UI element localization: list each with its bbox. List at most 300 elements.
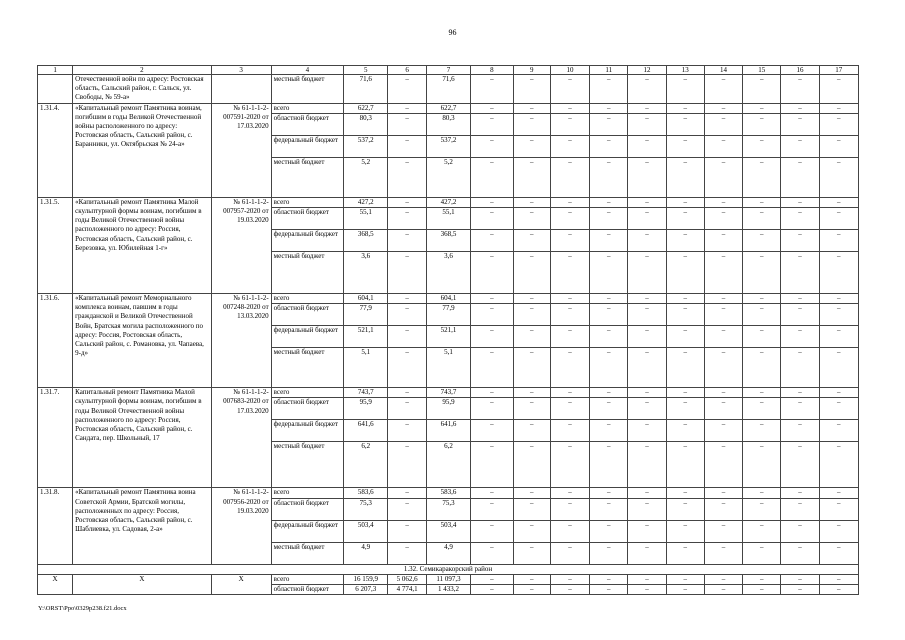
value-col7: 4,9 [426,542,470,564]
dash-cell: – [819,498,858,520]
dash-cell: – [590,488,628,498]
funding-source-cell: всего [271,197,343,207]
table-row [38,75,859,104]
dash-cell: – [471,252,513,294]
dash-cell: – [628,208,666,230]
dash-cell: – [628,398,666,420]
dash-cell: – [628,488,666,498]
dash-cell: – [666,398,704,420]
table-row [38,488,859,498]
dash-cell: – [704,208,742,230]
dash-cell: – [471,208,513,230]
dash-cell: – [781,157,819,197]
dash-cell: – [513,442,550,488]
value-col5: 743,7 [344,388,388,398]
dash-cell: – [550,294,589,304]
dash-cell: – [590,294,628,304]
value-col7: 5,2 [426,157,470,197]
dash-cell: – [781,542,819,564]
dash-cell: – [819,197,858,207]
dash-cell: – [471,585,513,595]
column-number-header: 9 [513,66,550,75]
dash-cell: – [743,442,781,488]
dash-cell: – [781,388,819,398]
dash-cell: – [704,103,742,113]
dash-cell: – [590,135,628,157]
funding-source-cell: местный бюджет [271,75,343,104]
dash-cell: – [666,197,704,207]
dash-cell: – [513,208,550,230]
funding-source-cell: местный бюджет [271,542,343,564]
value-col7: 622,7 [426,103,470,113]
dash-cell: – [513,388,550,398]
dash-cell: – [819,420,858,442]
value-col5: 537,2 [344,135,388,157]
dash-cell: – [628,348,666,388]
dash-cell: – [590,398,628,420]
dash-cell: – [666,388,704,398]
dash-cell: – [704,388,742,398]
value-col6: – [388,75,426,104]
dash-cell: – [704,252,742,294]
value-col6: 5 062,6 [388,574,426,584]
value-col6: – [388,388,426,398]
value-col7: 75,3 [426,498,470,520]
column-number-header: 15 [743,66,781,75]
object-name-cell: Капитальный ремонт Памятника Малой скульптурной формы воинам, погибшим в годы Великой Отечественной войны расположенного по адресу: Россия, Ростовская область, Сальский район, с. Сандата, пер. Школьный, 17 [73,388,212,488]
dash-cell: – [471,542,513,564]
dash-cell: – [471,574,513,584]
dash-cell: – [819,208,858,230]
dash-cell: – [550,488,589,498]
dash-cell: – [743,230,781,252]
funding-source-cell: областной бюджет [271,585,343,595]
dash-cell: – [513,157,550,197]
dash-cell: – [471,103,513,113]
value-col7: 6,2 [426,442,470,488]
dash-cell: – [819,113,858,135]
funding-source-cell: всего [271,488,343,498]
dash-cell: – [704,113,742,135]
dash-cell: – [471,197,513,207]
value-col7: 427,2 [426,197,470,207]
column-number-header: 16 [781,66,819,75]
dash-cell: – [819,103,858,113]
budget-table [37,65,859,595]
dash-cell: – [704,442,742,488]
row-number-cell: 1.31.5. [38,197,73,293]
dash-cell: – [743,542,781,564]
row-number-cell: 1.31.8. [38,488,73,564]
dash-cell: – [513,294,550,304]
dash-cell: – [628,197,666,207]
funding-source-cell: областной бюджет [271,304,343,326]
object-name-cell: «Капитальный ремонт Памятника Малой скульптурной формы воинам, погибшим в годы Великой Отечественной войны расположенного по адресу: Россия, Ростовская область, Сальский район, с. Березовка, ул. Юбилейная 1-г» [73,197,212,293]
dash-cell: – [550,442,589,488]
value-col5: 5,2 [344,157,388,197]
document-cell: № 61-1-1-2-007956-2020 от 19.03.2020 [211,488,271,564]
section-title-cell: 1.32. Семикаракорский район [38,564,859,574]
row-number-cell: Х [38,574,73,594]
dash-cell: – [743,574,781,584]
dash-cell: – [819,574,858,584]
dash-cell: – [666,304,704,326]
dash-cell: – [781,197,819,207]
value-col6: – [388,398,426,420]
value-col6: – [388,304,426,326]
dash-cell: – [666,488,704,498]
dash-cell: – [471,520,513,542]
value-col7: 3,6 [426,252,470,294]
dash-cell: – [666,103,704,113]
value-col7: 641,6 [426,420,470,442]
dash-cell: – [704,197,742,207]
value-col6: – [388,157,426,197]
dash-cell: – [513,488,550,498]
dash-cell: – [590,498,628,520]
funding-source-cell: всего [271,388,343,398]
dash-cell: – [704,294,742,304]
column-number-header: 1 [38,66,73,75]
funding-source-cell: областной бюджет [271,113,343,135]
table-row [38,294,859,304]
dash-cell: – [743,398,781,420]
dash-cell: – [781,398,819,420]
value-col7: 71,6 [426,75,470,104]
dash-cell: – [819,75,858,104]
dash-cell: – [628,520,666,542]
document-cell: Х [211,574,271,594]
funding-source-cell: федеральный бюджет [271,135,343,157]
value-col6: – [388,252,426,294]
value-col7: 604,1 [426,294,470,304]
dash-cell: – [590,542,628,564]
dash-cell: – [704,574,742,584]
dash-cell: – [628,498,666,520]
dash-cell: – [471,398,513,420]
dash-cell: – [743,420,781,442]
funding-source-cell: всего [271,103,343,113]
dash-cell: – [781,574,819,584]
object-name-cell: «Капитальный ремонт Памятника воина Советской Армии, Братской могилы, расположенных по адресу: Россия, Ростовская область, Сальский район, с. Шаблиевка, ул. Садовая, 2-а» [73,488,212,564]
dash-cell: – [666,157,704,197]
dash-cell: – [743,304,781,326]
dash-cell: – [819,488,858,498]
dash-cell: – [471,157,513,197]
dash-cell: – [628,75,666,104]
dash-cell: – [704,135,742,157]
dash-cell: – [781,326,819,348]
dash-cell: – [666,294,704,304]
funding-source-cell: федеральный бюджет [271,420,343,442]
value-col5: 6,2 [344,442,388,488]
dash-cell: – [819,442,858,488]
value-col5: 521,1 [344,326,388,348]
value-col7: 77,9 [426,304,470,326]
value-col5: 3,6 [344,252,388,294]
value-col5: 4,9 [344,542,388,564]
value-col7: 5,1 [426,348,470,388]
dash-cell: – [743,520,781,542]
row-number-cell [38,75,73,104]
row-number-cell: 1.31.4. [38,103,73,197]
dash-cell: – [550,498,589,520]
funding-source-cell: областной бюджет [271,498,343,520]
dash-cell: – [628,294,666,304]
dash-cell: – [513,420,550,442]
dash-cell: – [666,442,704,488]
value-col6: – [388,520,426,542]
dash-cell: – [590,113,628,135]
value-col6: 4 774,1 [388,585,426,595]
column-number-header: 17 [819,66,858,75]
dash-cell: – [666,542,704,564]
dash-cell: – [781,252,819,294]
dash-cell: – [590,103,628,113]
dash-cell: – [590,348,628,388]
dash-cell: – [743,103,781,113]
dash-cell: – [743,208,781,230]
dash-cell: – [704,542,742,564]
table-row [38,574,859,584]
dash-cell: – [513,348,550,388]
column-number-header: 12 [628,66,666,75]
value-col7: 503,4 [426,520,470,542]
dash-cell: – [819,542,858,564]
value-col6: – [388,113,426,135]
dash-cell: – [819,230,858,252]
dash-cell: – [590,442,628,488]
funding-source-cell: федеральный бюджет [271,230,343,252]
dash-cell: – [471,498,513,520]
funding-source-cell: местный бюджет [271,252,343,294]
dash-cell: – [550,420,589,442]
dash-cell: – [550,197,589,207]
dash-cell: – [781,135,819,157]
dash-cell: – [666,230,704,252]
dash-cell: – [628,252,666,294]
funding-source-cell: местный бюджет [271,442,343,488]
value-col6: – [388,294,426,304]
value-col5: 503,4 [344,520,388,542]
dash-cell: – [743,135,781,157]
dash-cell: – [628,326,666,348]
dash-cell: – [513,135,550,157]
dash-cell: – [513,520,550,542]
funding-source-cell: федеральный бюджет [271,520,343,542]
value-col5: 6 207,3 [344,585,388,595]
dash-cell: – [513,197,550,207]
column-number-header: 14 [704,66,742,75]
document-cell: № 61-1-1-2-007683-2020 от 17.03.2020 [211,388,271,488]
funding-source-cell: местный бюджет [271,157,343,197]
dash-cell: – [819,157,858,197]
dash-cell: – [781,103,819,113]
funding-source-cell: всего [271,574,343,584]
column-number-header: 6 [388,66,426,75]
dash-cell: – [781,420,819,442]
dash-cell: – [513,574,550,584]
dash-cell: – [781,208,819,230]
dash-cell: – [743,197,781,207]
column-number-header: 4 [271,66,343,75]
dash-cell: – [513,252,550,294]
dash-cell: – [819,585,858,595]
dash-cell: – [743,488,781,498]
dash-cell: – [666,135,704,157]
value-col5: 16 159,9 [344,574,388,584]
dash-cell: – [704,304,742,326]
dash-cell: – [819,252,858,294]
dash-cell: – [781,442,819,488]
table-row [38,197,859,207]
dash-cell: – [743,157,781,197]
value-col6: – [388,442,426,488]
dash-cell: – [550,75,589,104]
dash-cell: – [590,585,628,595]
footer-file-path: Y:\ORST\Ppo\0329p238.f21.docx [38,605,127,612]
value-col6: – [388,208,426,230]
dash-cell: – [781,488,819,498]
dash-cell: – [666,326,704,348]
document-cell [211,75,271,104]
dash-cell: – [666,420,704,442]
value-col5: 641,6 [344,420,388,442]
dash-cell: – [628,542,666,564]
dash-cell: – [471,304,513,326]
object-name-cell: Х [73,574,212,594]
value-col6: – [388,326,426,348]
dash-cell: – [513,542,550,564]
value-col7: 1 433,2 [426,585,470,595]
dash-cell: – [666,498,704,520]
dash-cell: – [743,294,781,304]
value-col6: – [388,230,426,252]
dash-cell: – [743,252,781,294]
dash-cell: – [704,348,742,388]
value-col7: 743,7 [426,388,470,398]
dash-cell: – [590,420,628,442]
dash-cell: – [550,398,589,420]
dash-cell: – [781,585,819,595]
dash-cell: – [628,442,666,488]
dash-cell: – [666,75,704,104]
dash-cell: – [628,304,666,326]
dash-cell: – [704,398,742,420]
dash-cell: – [781,304,819,326]
funding-source-cell: местный бюджет [271,348,343,388]
dash-cell: – [743,75,781,104]
dash-cell: – [628,388,666,398]
value-col7: 95,9 [426,398,470,420]
dash-cell: – [704,326,742,348]
value-col6: – [388,542,426,564]
dash-cell: – [513,230,550,252]
dash-cell: – [781,75,819,104]
dash-cell: – [471,388,513,398]
dash-cell: – [666,252,704,294]
row-number-cell: 1.31.7. [38,388,73,488]
dash-cell: – [666,348,704,388]
document-cell: № 61-1-1-2-007957-2020 от 19.03.2020 [211,197,271,293]
dash-cell: – [471,442,513,488]
dash-cell: – [590,230,628,252]
dash-cell: – [781,230,819,252]
value-col6: – [388,420,426,442]
funding-source-cell: областной бюджет [271,208,343,230]
column-number-header: 2 [73,66,212,75]
dash-cell: – [471,420,513,442]
dash-cell: – [704,157,742,197]
value-col5: 55,1 [344,208,388,230]
table-row [38,388,859,398]
dash-cell: – [513,326,550,348]
dash-cell: – [819,135,858,157]
dash-cell: – [550,388,589,398]
dash-cell: – [781,498,819,520]
value-col5: 622,7 [344,103,388,113]
dash-cell: – [666,585,704,595]
value-col5: 5,1 [344,348,388,388]
dash-cell: – [590,574,628,584]
dash-cell: – [550,520,589,542]
dash-cell: – [471,75,513,104]
dash-cell: – [743,388,781,398]
value-col7: 55,1 [426,208,470,230]
funding-source-cell: всего [271,294,343,304]
dash-cell: – [550,585,589,595]
dash-cell: – [628,135,666,157]
value-col5: 368,5 [344,230,388,252]
value-col7: 368,5 [426,230,470,252]
dash-cell: – [743,585,781,595]
dash-cell: – [781,520,819,542]
dash-cell: – [513,103,550,113]
dash-cell: – [819,294,858,304]
value-col6: – [388,103,426,113]
dash-cell: – [819,348,858,388]
header-row [38,66,859,75]
dash-cell: – [550,113,589,135]
dash-cell: – [781,348,819,388]
dash-cell: – [819,304,858,326]
dash-cell: – [628,585,666,595]
dash-cell: – [513,75,550,104]
object-name-cell: «Капитальный ремонт Мемориального комплекса воинам, павшим в годы гражданской и Великой Отечественной Войн, Братская могила расположенного по адресу: Россия, Ростовская область, Сальский район, с. Романовка, ул. Чапаева, 9-д» [73,294,212,388]
dash-cell: – [590,520,628,542]
object-name-cell: Отечественной войн по адресу: Ростовская область, Сальский район, г. Сальск, ул. Свободы, № 59-а» [73,75,212,104]
dash-cell: – [550,326,589,348]
dash-cell: – [590,197,628,207]
dash-cell: – [513,113,550,135]
page-number: 96 [448,28,457,37]
section-title-row [38,564,859,574]
dash-cell: – [781,294,819,304]
value-col5: 583,6 [344,488,388,498]
dash-cell: – [628,230,666,252]
dash-cell: – [781,113,819,135]
value-col7: 521,1 [426,326,470,348]
dash-cell: – [704,488,742,498]
dash-cell: – [471,488,513,498]
dash-cell: – [550,574,589,584]
dash-cell: – [513,398,550,420]
dash-cell: – [550,252,589,294]
column-number-header: 3 [211,66,271,75]
document-cell: № 61-1-1-2-007591-2020 от 17.03.2020 [211,103,271,197]
dash-cell: – [471,348,513,388]
dash-cell: – [628,420,666,442]
